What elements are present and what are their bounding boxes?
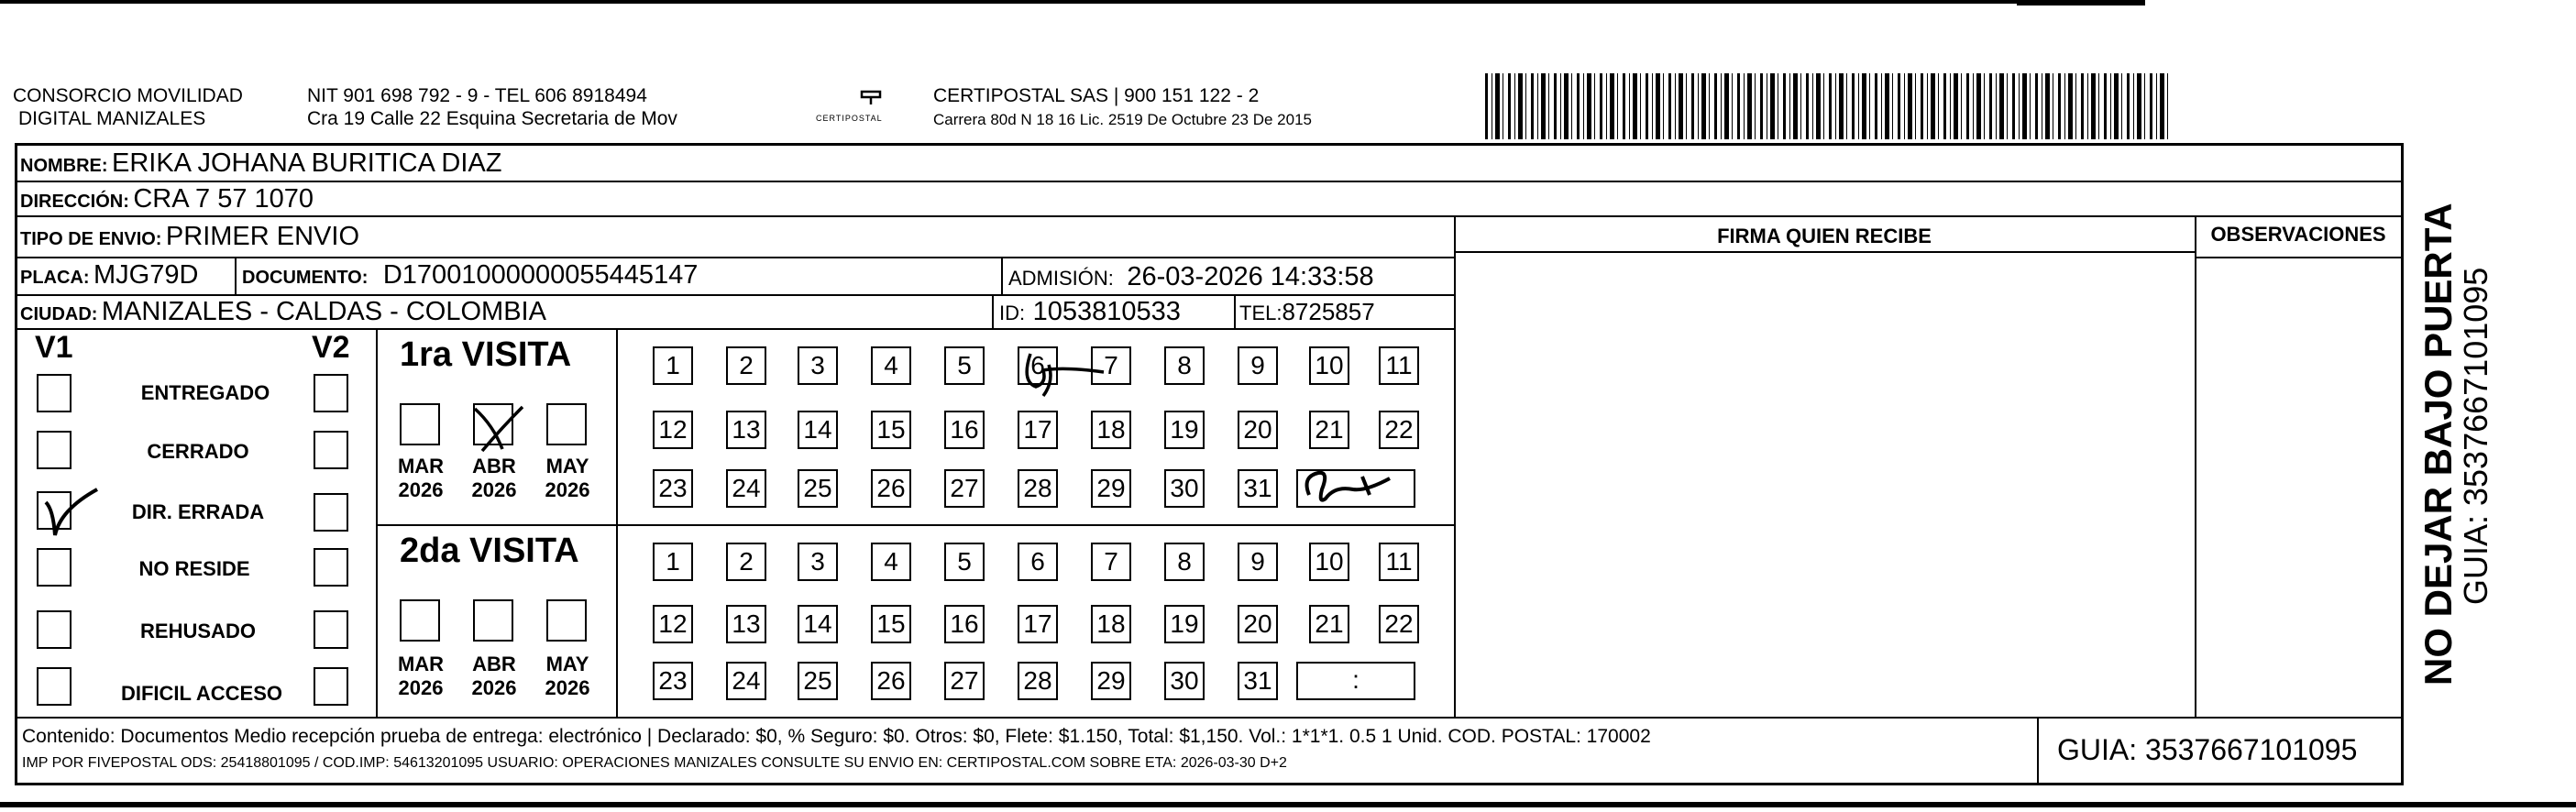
col-line <box>376 328 378 717</box>
v2-dificil-acceso-checkbox[interactable] <box>314 667 348 706</box>
visit1-day-box[interactable]: 11 <box>1379 346 1419 385</box>
visit1-day-box[interactable]: 12 <box>653 411 693 449</box>
id-value: 1053810533 <box>1032 297 1181 326</box>
v2-dir-errada-checkbox[interactable] <box>314 493 348 532</box>
nombre-row <box>20 147 501 184</box>
col-line <box>2195 215 2196 717</box>
visit2-day-box[interactable]: 7 <box>1091 543 1131 581</box>
address-line: Cra 19 Calle 22 Esquina Secretaria de Mov <box>307 108 677 129</box>
visit2-day-box[interactable]: 12 <box>653 605 693 643</box>
first-visit-title: 1ra VISITA <box>400 335 572 374</box>
col-line <box>1234 294 1236 328</box>
carrier-line: CERTIPOSTAL SAS | 900 151 122 - 2 <box>933 85 1260 106</box>
footer-line <box>15 717 2404 719</box>
placa-cell <box>20 258 198 296</box>
handwritten-time-signature <box>1298 458 1417 513</box>
id-label: ID: <box>999 302 1026 324</box>
visit2-day-box[interactable]: 8 <box>1164 543 1205 581</box>
visit2-day-box[interactable]: 1 <box>653 543 693 581</box>
visit1-day-box[interactable]: 8 <box>1164 346 1205 385</box>
visit1-year-abr: 2026 <box>471 478 517 501</box>
direccion-label: DIRECCIÓN: <box>20 192 129 212</box>
visit2-month-abr-box[interactable] <box>473 599 513 642</box>
status-dir-errada: DIR. ERRADA <box>131 500 265 523</box>
v1-no-reside-checkbox[interactable] <box>37 548 72 587</box>
direccion-row <box>20 182 314 220</box>
visit2-day-box[interactable]: 18 <box>1091 605 1131 643</box>
visit2-day-box[interactable]: 13 <box>726 605 766 643</box>
visit2-day-box[interactable]: 17 <box>1018 605 1058 643</box>
placa-label: PLACA: <box>20 268 90 288</box>
v2-entregado-checkbox[interactable] <box>314 374 348 412</box>
documento-label: DOCUMENTO: <box>242 268 369 288</box>
visit2-month-mar: MAR <box>397 653 445 675</box>
documento-value: D17001000000055445147 <box>382 260 699 290</box>
visit1-day-box[interactable]: 5 <box>944 346 985 385</box>
nombre-label: NOMBRE: <box>20 156 108 176</box>
visit1-day-box[interactable]: 1 <box>653 346 693 385</box>
visit1-day-box[interactable]: 9 <box>1238 346 1278 385</box>
visit2-month-may-box[interactable] <box>546 599 587 642</box>
visit2-day-box[interactable]: 11 <box>1379 543 1419 581</box>
ciudad-cell <box>20 295 546 333</box>
visit1-day-box[interactable]: 22 <box>1379 411 1419 449</box>
print-info-line: IMP POR FIVEPOSTAL ODS: 25418801095 / COD.IMP: 54613201095 USUARIO: OPERACIONES MANIZALES CONSULTE SU ENVIO EN: CERTIPOSTAL.COM SOBRE ETA: 2026-03-30 D+2 <box>22 755 1287 771</box>
admision-value: 26-03-2026 14:33:58 <box>1127 262 1374 291</box>
tel-value: 8725857 <box>1282 298 1375 325</box>
visit1-day-box[interactable]: 20 <box>1238 411 1278 449</box>
visit1-month-may: MAY <box>545 455 589 477</box>
status-rehusado: REHUSADO <box>140 620 256 642</box>
col-line <box>235 257 237 294</box>
visit1-day-box[interactable]: 26 <box>871 469 911 508</box>
visit1-day-box[interactable]: 29 <box>1091 469 1131 508</box>
v2-cerrado-checkbox[interactable] <box>314 431 348 469</box>
handwritten-x-mark <box>466 400 539 455</box>
visit1-month-abr: ABR <box>472 455 516 477</box>
visit1-day-box[interactable]: 2 <box>726 346 766 385</box>
visit2-year-mar: 2026 <box>398 676 444 699</box>
status-entregado: ENTREGADO <box>140 381 270 404</box>
top-edge-line <box>0 0 2145 4</box>
visit2-month-mar-box[interactable] <box>400 599 440 642</box>
handwritten-check-mark <box>33 482 116 546</box>
visit1-day-box[interactable]: 14 <box>798 411 838 449</box>
row-line <box>15 215 2404 217</box>
status-cerrado: CERRADO <box>147 440 249 463</box>
visit1-day-box[interactable]: 15 <box>871 411 911 449</box>
tel-cell <box>1239 295 1375 333</box>
carrier-address: Carrera 80d N 18 16 Lic. 2519 De Octubre 23 De 2015 <box>933 111 1312 128</box>
visit2-year-abr: 2026 <box>471 676 517 699</box>
visit1-day-box[interactable]: 30 <box>1164 469 1205 508</box>
tel-label: TEL: <box>1239 302 1282 324</box>
visit1-day-box[interactable]: 6 <box>1018 346 1058 385</box>
visit1-day-box[interactable]: 23 <box>653 469 693 508</box>
v1-cerrado-checkbox[interactable] <box>37 431 72 469</box>
direccion-value: CRA 7 57 1070 <box>133 184 314 214</box>
visit2-day-box[interactable]: 28 <box>1018 662 1058 700</box>
visit1-day-box[interactable]: 28 <box>1018 469 1058 508</box>
no-dejar-bajo-puerta-warning: NO DEJAR BAJO PUERTA <box>2416 203 2460 686</box>
visit1-month-may-box[interactable] <box>546 403 587 445</box>
nit-line: NIT 901 698 792 - 9 - TEL 606 8918494 <box>307 85 647 106</box>
visit2-day-box[interactable]: 4 <box>871 543 911 581</box>
side-guia-number: GUIA: 3537667101095 <box>2457 267 2494 605</box>
visit1-day-box[interactable]: 4 <box>871 346 911 385</box>
visit2-day-box[interactable]: 31 <box>1238 662 1278 700</box>
col-line <box>992 294 994 328</box>
bottom-edge-line <box>0 802 2576 807</box>
visit2-year-may: 2026 <box>545 676 590 699</box>
visit2-day-box[interactable]: 29 <box>1091 662 1131 700</box>
barcode <box>1485 73 2168 139</box>
logo-caption: CERTIPOSTAL <box>816 114 883 123</box>
visit2-day-box[interactable]: 22 <box>1379 605 1419 643</box>
nombre-value: ERIKA JOHANA BURITICA DIAZ <box>112 148 502 178</box>
admision-label: ADMISIÓN: <box>1008 267 1114 290</box>
v1-rehusado-checkbox[interactable] <box>37 610 72 649</box>
contents-line: Contenido: Documentos Medio recepción prueba de entrega: electrónico | Declarado: $0, % Seguro: $0. Otros: $0, Flete: $1.150, Total: $1,150. Vol.: 1*1*1. 0.5 1 Unid. COD. POSTAL: 170002 <box>22 726 1651 747</box>
visit2-day-box[interactable]: 27 <box>944 662 985 700</box>
carrier-logo-icon <box>858 88 884 111</box>
status-dificil-acceso: DIFICIL ACCESO <box>120 682 282 705</box>
visit2-day-box[interactable]: 19 <box>1164 605 1205 643</box>
company-name-line-2: DIGITAL MANIZALES <box>18 108 206 129</box>
status-no-reside: NO RESIDE <box>138 557 250 580</box>
v2-header: V2 <box>312 330 350 365</box>
col-line <box>616 328 618 717</box>
visit2-month-abr: ABR <box>472 653 516 675</box>
admision-cell <box>1008 260 1374 298</box>
visit1-day-box[interactable]: 3 <box>798 346 838 385</box>
documento-cell <box>242 258 698 296</box>
visit2-day-box[interactable]: 21 <box>1309 605 1349 643</box>
visit1-day-box[interactable]: 25 <box>798 469 838 508</box>
visit2-day-box[interactable]: 5 <box>944 543 985 581</box>
visit-divider <box>376 524 1454 526</box>
visit2-day-box[interactable]: 20 <box>1238 605 1278 643</box>
company-name-line-1: CONSORCIO MOVILIDAD <box>13 85 243 106</box>
visit1-day-box[interactable]: 13 <box>726 411 766 449</box>
v1-entregado-checkbox[interactable] <box>37 374 72 412</box>
v1-dificil-acceso-checkbox[interactable] <box>37 667 72 706</box>
row-line <box>1454 251 2195 253</box>
visit2-day-box[interactable]: 10 <box>1309 543 1349 581</box>
footer-guia: GUIA: 3537667101095 <box>2057 733 2358 766</box>
visit2-day-box[interactable]: 30 <box>1164 662 1205 700</box>
visit1-day-box[interactable]: 19 <box>1164 411 1205 449</box>
tipo-label: TIPO DE ENVIO: <box>20 229 162 249</box>
top-edge-line-right <box>2017 0 2145 5</box>
col-line <box>2037 717 2039 785</box>
visit1-day-box[interactable]: 24 <box>726 469 766 508</box>
visit1-year-may: 2026 <box>545 478 590 501</box>
visit2-day-box[interactable]: 23 <box>653 662 693 700</box>
visit2-day-box[interactable]: 16 <box>944 605 985 643</box>
col-line <box>1454 215 1456 717</box>
visit2-day-box[interactable]: 15 <box>871 605 911 643</box>
id-cell <box>999 295 1181 333</box>
visit1-year-mar: 2026 <box>398 478 444 501</box>
visit1-day-box[interactable]: 7 <box>1091 346 1131 385</box>
visit1-day-box[interactable]: 17 <box>1018 411 1058 449</box>
visit1-day-box[interactable]: 10 <box>1309 346 1349 385</box>
visit2-day-box[interactable]: 6 <box>1018 543 1058 581</box>
visit2-month-may: MAY <box>545 653 589 675</box>
visit2-day-box[interactable]: 14 <box>798 605 838 643</box>
ciudad-value: MANIZALES - CALDAS - COLOMBIA <box>101 297 546 326</box>
visit1-day-box[interactable]: 21 <box>1309 411 1349 449</box>
visit2-time-box[interactable]: : <box>1296 662 1415 700</box>
visit2-day-box[interactable]: 25 <box>798 662 838 700</box>
placa-value: MJG79D <box>94 260 199 290</box>
visit2-day-box[interactable]: 24 <box>726 662 766 700</box>
tipo-row <box>20 220 359 258</box>
visit1-month-mar-box[interactable] <box>400 403 440 445</box>
visit1-month-mar: MAR <box>397 455 445 477</box>
tipo-value: PRIMER ENVIO <box>165 222 360 251</box>
ciudad-label: CIUDAD: <box>20 304 98 324</box>
v2-no-reside-checkbox[interactable] <box>314 548 348 587</box>
second-visit-title: 2da VISITA <box>400 532 579 570</box>
visit1-day-box[interactable]: 31 <box>1238 469 1278 508</box>
visit1-day-box[interactable]: 16 <box>944 411 985 449</box>
visit2-day-box[interactable]: 9 <box>1238 543 1278 581</box>
visit2-day-box[interactable]: 3 <box>798 543 838 581</box>
col-line <box>1001 257 1003 294</box>
firma-header: FIRMA QUIEN RECIBE <box>1717 225 1932 247</box>
row-line <box>2195 257 2402 258</box>
v2-rehusado-checkbox[interactable] <box>314 610 348 649</box>
visit2-day-box[interactable]: 26 <box>871 662 911 700</box>
observaciones-header: OBSERVACIONES <box>2210 223 2386 246</box>
visit2-day-box[interactable]: 2 <box>726 543 766 581</box>
visit1-day-box[interactable]: 18 <box>1091 411 1131 449</box>
v1-header: V1 <box>35 330 73 365</box>
visit1-day-box[interactable]: 27 <box>944 469 985 508</box>
